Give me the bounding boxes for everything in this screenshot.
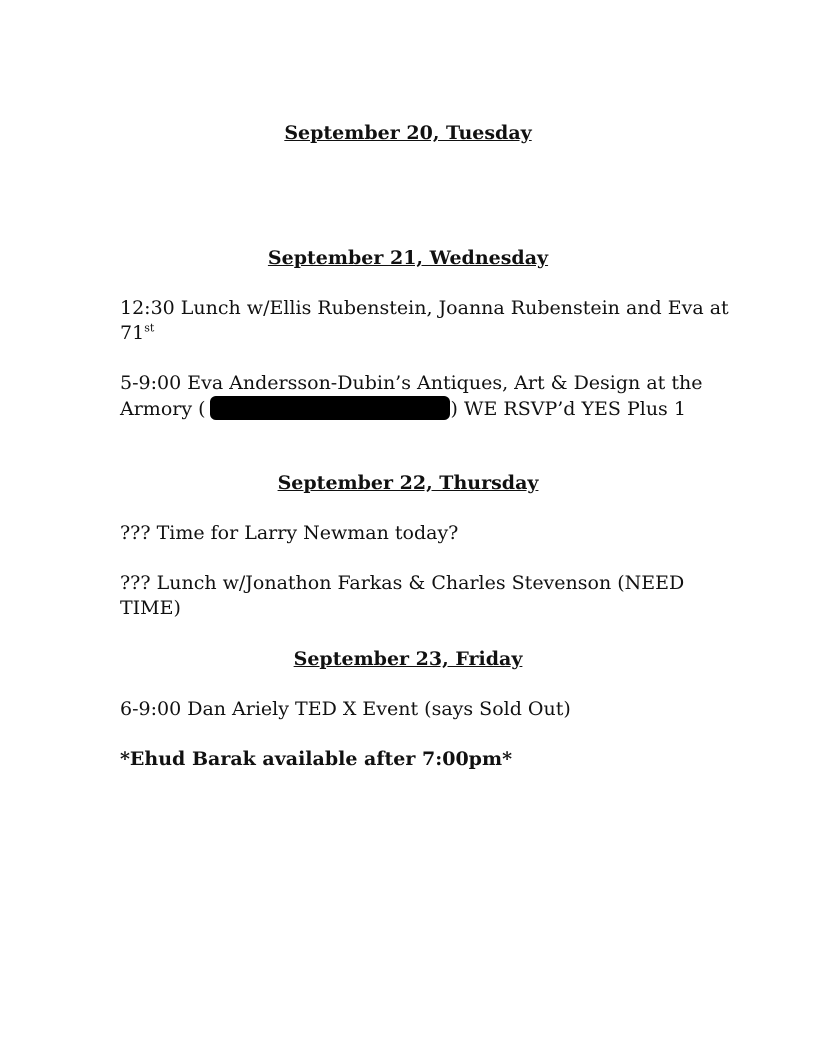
entry-lunch-rubenstein-line1: 12:30 Lunch w/Ellis Rubenstein, Joanna Rubenstein and Eva at — [120, 297, 729, 319]
heading-sep-22: September 22, Thursday — [277, 472, 539, 494]
heading-sep-23: September 23, Friday — [293, 648, 523, 670]
location-number: 71 — [120, 322, 145, 344]
entry-armory-line1: 5-9:00 Eva Andersson-Dubin’s Antiques, Art & Design at the — [120, 372, 703, 394]
heading-sep-20: September 20, Tuesday — [284, 122, 532, 144]
entry-lunch-farkas-line2: TIME) — [120, 597, 181, 619]
redaction-box — [210, 396, 450, 420]
entry-ted-x-event: 6-9:00 Dan Ariely TED X Event (says Sold Out) — [120, 698, 571, 720]
entry-armory-suffix: ) WE RSVP’d YES Plus 1 — [450, 398, 686, 420]
entry-lunch-farkas-line1: ??? Lunch w/Jonathon Farkas & Charles Stevenson (NEED — [120, 572, 685, 594]
entry-ehud-barak: *Ehud Barak available after 7:00pm* — [120, 748, 513, 770]
entry-armory-line2 — [120, 396, 720, 422]
ordinal-suffix: st — [144, 321, 155, 335]
entry-larry-newman: ??? Time for Larry Newman today? — [120, 522, 459, 544]
heading-sep-21: September 21, Wednesday — [267, 247, 549, 269]
entry-lunch-rubenstein-line2 — [120, 321, 720, 346]
entry-armory-prefix: Armory ( — [120, 398, 206, 420]
